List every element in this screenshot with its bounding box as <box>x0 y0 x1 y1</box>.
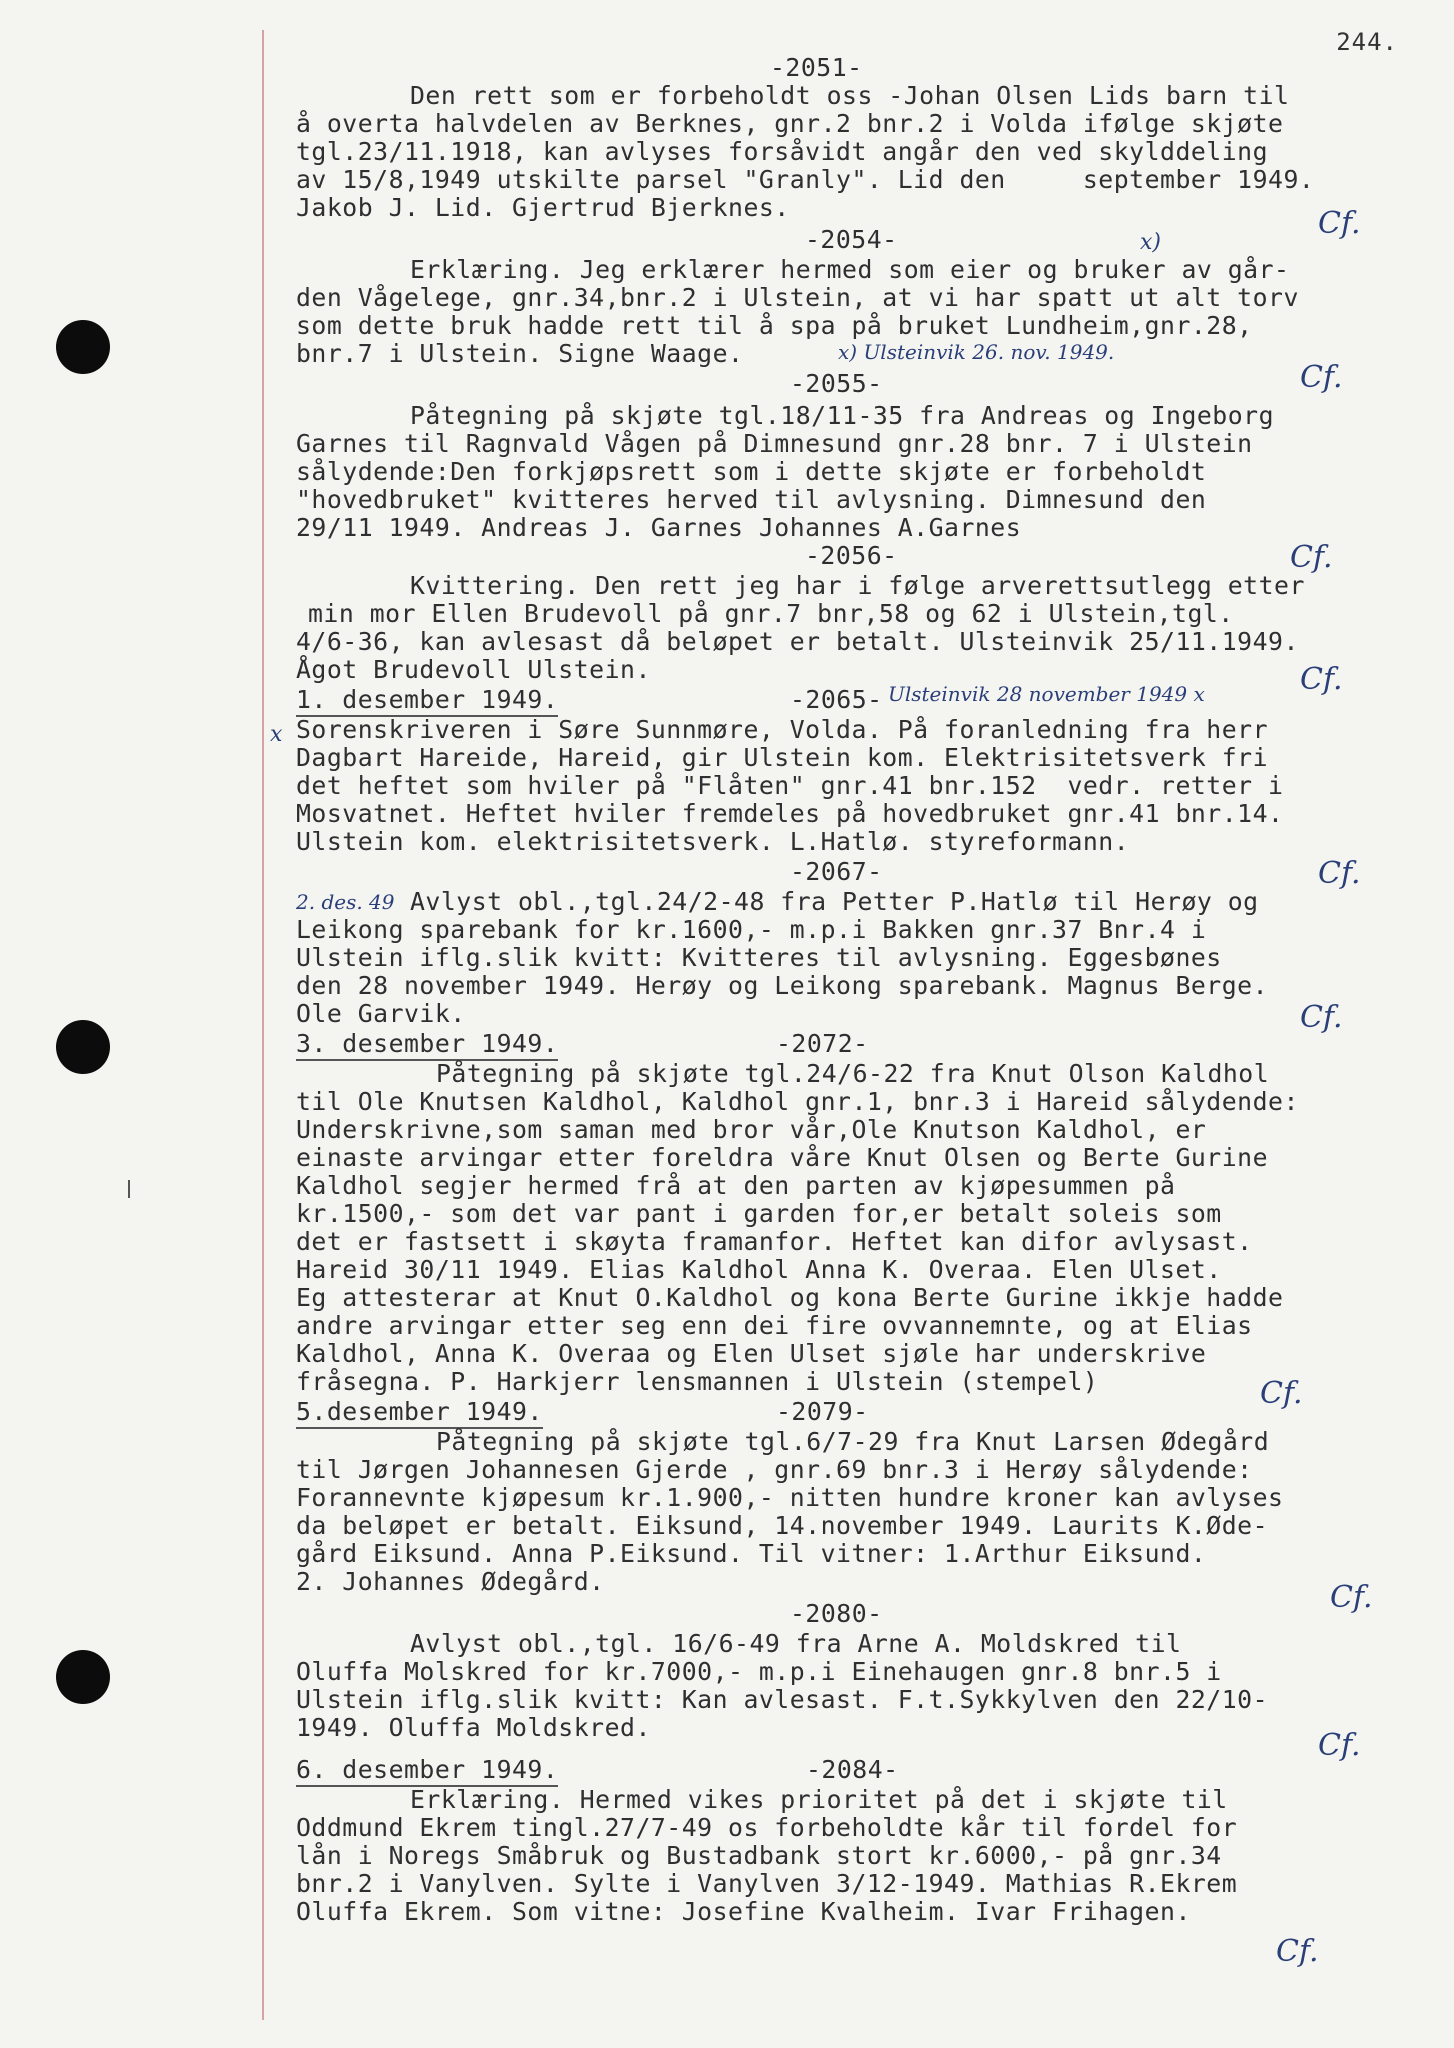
entry-line: Den rett som er forbeholdt oss -Johan Olsen Lids barn til <box>410 81 1290 110</box>
entry-line: 1949. Oluffa Moldskred. <box>296 1713 651 1742</box>
entry-line: Oddmund Ekrem tingl.27/7-49 os forbeholdte kår til fordel for <box>296 1813 1238 1842</box>
entry-line: Oluffa Ekrem. Som vitne: Josefine Kvalheim. Ivar Frihagen. <box>296 1897 1191 1926</box>
entry-line: kr.1500,- som det var pant i garden for,er betalt soleis som <box>296 1199 1222 1228</box>
punch-hole-icon <box>56 1020 110 1074</box>
entry-line: av 15/8,1949 utskilte parsel "Granly". Lid den september 1949. <box>296 165 1315 194</box>
handwritten-mark: x) <box>1140 230 1161 255</box>
entry-heading: -2084- <box>806 1755 899 1784</box>
entry-line: Underskrivne,som saman med bror vår,Ole Knutson Kaldhol, er <box>296 1115 1207 1144</box>
entry-line: Eg attesterar at Knut O.Kaldhol og kona Berte Gurine ikkje hadde <box>296 1283 1284 1312</box>
entry-date: 5.desember 1949. <box>296 1398 543 1429</box>
entry-line: Avlyst obl.,tgl.24/2-48 fra Petter P.Hatlø til Herøy og <box>410 887 1259 916</box>
initials-mark: Cf. <box>1300 1000 1343 1035</box>
entry-heading: -2065- <box>790 685 883 714</box>
entry-line: til Ole Knutsen Kaldhol, Kaldhol gnr.1, bnr.3 i Hareid sålydende: <box>296 1087 1299 1116</box>
entry-line: sålydende:Den forkjøpsrett som i dette skjøte er forbeholdt <box>296 457 1207 486</box>
entry-date: 3. desember 1949. <box>296 1030 558 1061</box>
entry-line: den 28 november 1949. Herøy og Leikong sparebank. Magnus Berge. <box>296 971 1269 1000</box>
entry-line: Ulstein iflg.slik kvitt: Kan avlesast. F.t.Sykkylven den 22/10- <box>296 1685 1269 1714</box>
entry-line: Jakob J. Lid. Gjertrud Bjerknes. <box>296 193 790 222</box>
margin-rule <box>262 30 264 2020</box>
entry-date: 6. desember 1949. <box>296 1756 558 1787</box>
entry-line: Avlyst obl.,tgl. 16/6-49 fra Arne A. Moldskred til <box>410 1629 1182 1658</box>
initials-mark: Cf. <box>1260 1376 1303 1411</box>
entry-heading: -2072- <box>776 1029 869 1058</box>
entry-heading: -2079- <box>776 1397 869 1426</box>
handwritten-note: x) Ulsteinvik 26. nov. 1949. <box>838 340 1115 364</box>
entry-line: Ulstein kom. elektrisitetsverk. L.Hatlø. styreformann. <box>296 827 1130 856</box>
entry-heading: -2067- <box>790 857 883 886</box>
entry-line: Ågot Brudevoll Ulstein. <box>296 655 651 684</box>
initials-mark: Cf. <box>1300 662 1343 697</box>
entry-line: Erklæring. Hermed vikes prioritet på det i skjøte til <box>410 1785 1228 1814</box>
initials-mark: Cf. <box>1318 856 1361 891</box>
initials-mark: Cf. <box>1330 1580 1373 1615</box>
handwritten-mark: x <box>270 722 283 747</box>
margin-tick <box>128 1180 130 1198</box>
entry-line: som dette bruk hadde rett til å spa på bruket Lundheim,gnr.28, <box>296 311 1253 340</box>
entry-line: Påtegning på skjøte tgl.24/6-22 fra Knut Olson Kaldhol <box>436 1059 1270 1088</box>
entry-heading: -2056- <box>805 541 898 570</box>
entry-line: Kvittering. Den rett jeg har i følge arverettsutlegg etter <box>410 571 1305 600</box>
initials-mark: Cf. <box>1318 1728 1361 1763</box>
entry-line: Dagbart Hareide, Hareid, gir Ulstein kom. Elektrisitetsverk fri <box>296 743 1269 772</box>
entry-line: 4/6-36, kan avlesast då beløpet er betalt. Ulsteinvik 25/11.1949. <box>296 627 1299 656</box>
entry-line: Sorenskriveren i Søre Sunnmøre, Volda. På foranledning fra herr <box>296 715 1269 744</box>
entry-line: Erklæring. Jeg erklærer hermed som eier og bruker av går- <box>410 255 1290 284</box>
entry-heading: -2080- <box>790 1599 883 1628</box>
entry-line: Forannevnte kjøpesum kr.1.900,- nitten hundre kroner kan avlyses <box>296 1483 1284 1512</box>
entry-heading: -2054- <box>805 225 898 254</box>
entry-line: Påtegning på skjøte tgl.18/11-35 fra Andreas og Ingeborg <box>410 401 1275 430</box>
entry-line: min mor Ellen Brudevoll på gnr.7 bnr,58 og 62 i Ulstein,tgl. <box>308 599 1234 628</box>
entry-heading: -2055- <box>790 369 883 398</box>
entry-line: Hareid 30/11 1949. Elias Kaldhol Anna K. Overaa. Elen Ulset. <box>296 1255 1222 1284</box>
entry-line: bnr.7 i Ulstein. Signe Waage. <box>296 339 744 368</box>
entry-line: andre arvingar etter seg enn dei fire ovvannemnte, og at Elias <box>296 1311 1253 1340</box>
initials-mark: Cf. <box>1300 360 1343 395</box>
entry-line: Leikong sparebank for kr.1600,- m.p.i Bakken gnr.37 Bnr.4 i <box>296 915 1207 944</box>
entry-line: fråsegna. P. Harkjerr lensmannen i Ulstein (stempel) <box>296 1367 1099 1396</box>
punch-hole-icon <box>56 1650 110 1704</box>
entry-line: Garnes til Ragnvald Vågen på Dimnesund gnr.28 bnr. 7 i Ulstein <box>296 429 1253 458</box>
handwritten-note: Ulsteinvik 28 november 1949 x <box>888 682 1205 706</box>
entry-line: tgl.23/11.1918, kan avlyses forsåvidt angår den ved skylddeling <box>296 137 1269 166</box>
entry-line: Kaldhol segjer hermed frå at den parten av kjøpesummen på <box>296 1171 1176 1200</box>
punch-hole-icon <box>56 320 110 374</box>
entry-line: 2. Johannes Ødegård. <box>296 1567 605 1596</box>
entry-line: Påtegning på skjøte tgl.6/7-29 fra Knut Larsen Ødegård <box>436 1427 1270 1456</box>
entry-line: Mosvatnet. Heftet hviler fremdeles på hovedbruket gnr.41 bnr.14. <box>296 799 1284 828</box>
entry-line: bnr.2 i Vanylven. Sylte i Vanylven 3/12-1949. Mathias R.Ekrem <box>296 1869 1238 1898</box>
entry-date: 1. desember 1949. <box>296 686 558 717</box>
entry-line: Ulstein iflg.slik kvitt: Kvitteres til avlysning. Eggesbønes <box>296 943 1222 972</box>
entry-line: gård Eiksund. Anna P.Eiksund. Til vitner: 1.Arthur Eiksund. <box>296 1539 1207 1568</box>
entry-line: da beløpet er betalt. Eiksund, 14.november 1949. Laurits K.Øde- <box>296 1511 1269 1540</box>
entry-line: Oluffa Molskred for kr.7000,- m.p.i Einehaugen gnr.8 bnr.5 i <box>296 1657 1222 1686</box>
entry-heading: -2051- <box>770 53 863 82</box>
entry-line: den Vågelege, gnr.34,bnr.2 i Ulstein, at vi har spatt ut alt torv <box>296 283 1299 312</box>
entry-line: Kaldhol, Anna K. Overaa og Elen Ulset sjøle har underskrive <box>296 1339 1207 1368</box>
entry-line: Ole Garvik. <box>296 999 466 1028</box>
initials-mark: Cf. <box>1290 540 1333 575</box>
entry-line: det heftet som hviler på "Flåten" gnr.41 bnr.152 vedr. retter i <box>296 771 1284 800</box>
entry-line: einaste arvingar etter foreldra våre Knut Olsen og Berte Gurine <box>296 1143 1269 1172</box>
entry-line: det er fastsett i skøyta framanfor. Heftet kan difor avlysast. <box>296 1227 1253 1256</box>
entry-line: "hovedbruket" kvitteres herved til avlysning. Dimnesund den <box>296 485 1207 514</box>
entry-line: til Jørgen Johannesen Gjerde , gnr.69 bnr.3 i Herøy sålydende: <box>296 1455 1253 1484</box>
entry-line: å overta halvdelen av Berknes, gnr.2 bnr.2 i Volda ifølge skjøte <box>296 109 1284 138</box>
initials-mark: Cf. <box>1318 206 1361 241</box>
page-number: 244. <box>1336 28 1398 56</box>
handwritten-date: 2. des. 49 <box>296 890 395 914</box>
entry-line: lån i Noregs Småbruk og Bustadbank stort kr.6000,- på gnr.34 <box>296 1841 1222 1870</box>
entry-line: 29/11 1949. Andreas J. Garnes Johannes A.Garnes <box>296 513 1022 542</box>
initials-mark: Cf. <box>1276 1934 1319 1969</box>
